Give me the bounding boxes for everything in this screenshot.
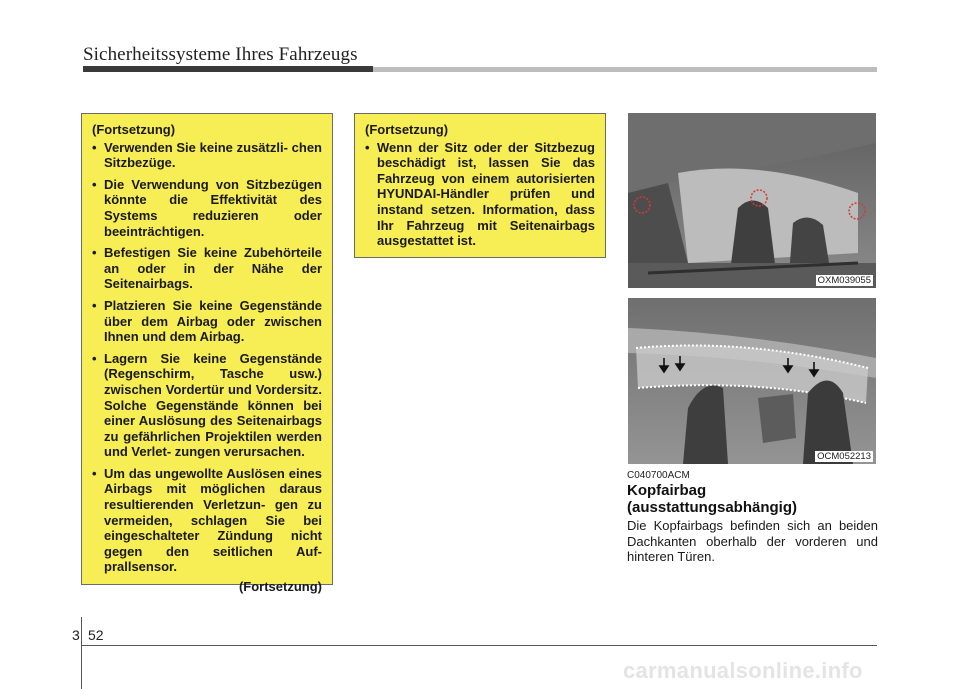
header-rule-accent	[83, 66, 373, 72]
warning-item: • Verwenden Sie keine zusätzli- chen Sitzbezüge.	[92, 140, 322, 171]
curtain-airbag-photo	[628, 298, 876, 464]
footer-horizontal-rule	[81, 645, 877, 646]
warning-list	[365, 140, 595, 249]
continued-heading: (Fortsetzung)	[365, 122, 449, 137]
warning-item: • Platzieren Sie keine Gegenstände über dem Airbag oder zwischen Ihnen und dem Airbag.	[92, 298, 322, 345]
warning-list	[92, 140, 322, 575]
interior-illustration	[628, 113, 876, 288]
warning-item: • Befestigen Sie keine Zubehörteile an oder in der Nähe der Seitenairbags.	[92, 245, 322, 292]
page-header-title: Sicherheitssysteme Ihres Fahrzeugs	[83, 44, 358, 65]
figure-code: OCM052213	[817, 451, 871, 462]
section-title	[627, 482, 877, 516]
side-airbag-photo	[628, 113, 876, 288]
chapter-number: 3	[72, 627, 80, 643]
section-title-line: Kopfairbag	[627, 482, 707, 499]
figure-code: OXM039055	[817, 275, 871, 286]
watermark: carmanualsonline.info	[623, 658, 863, 683]
warning-item: • Wenn der Sitz oder der Sitzbezug beschädigt ist, lassen Sie das Fahrzeug von einem autorisierten HYUNDAI-Händler prüfen und instand setzen. Information, dass Ihr Fahrzeug mit Seitenairbags ausgestattet ist.	[365, 140, 595, 249]
warning-item: • Um das ungewollte Auslösen eines Airbags mit möglichen daraus resultierenden Verletzun- gen zu vermeiden, schlagen Sie bei eingeschalteter Zündung nicht gegen den seitlichen Auf- prallsensor.	[92, 466, 322, 575]
continued-heading: (Fortsetzung)	[92, 122, 176, 137]
footer-vertical-rule	[81, 617, 82, 689]
warning-box-middle	[354, 113, 606, 258]
warning-item: • Die Verwendung von Sitzbezügen könnte die Effektivität des Systems reduzieren oder beeinträchtigen.	[92, 177, 322, 239]
continued-footer: (Fortsetzung)	[238, 579, 322, 595]
section-title-line: (ausstattungsabhängig)	[627, 499, 798, 516]
warning-box-left	[81, 113, 333, 595]
section-code: C040700ACM	[627, 470, 690, 481]
section-body: Die Kopfairbags befinden sich an beiden Dachkanten oberhalb der vorderen und hinteren Türen.	[627, 518, 878, 564]
warning-item: • Lagern Sie keine Gegenstände (Regenschirm, Tasche usw.) zwischen Vordertür und Vordersitz. Solche Gegenstände können bei einer Auslösung des Seitenairbags zu gefährlichen Projektilen werden und Verlet- zungen verursachen.	[92, 351, 322, 460]
page-number: 52	[88, 627, 104, 643]
curtain-airbag-illustration	[628, 298, 876, 464]
